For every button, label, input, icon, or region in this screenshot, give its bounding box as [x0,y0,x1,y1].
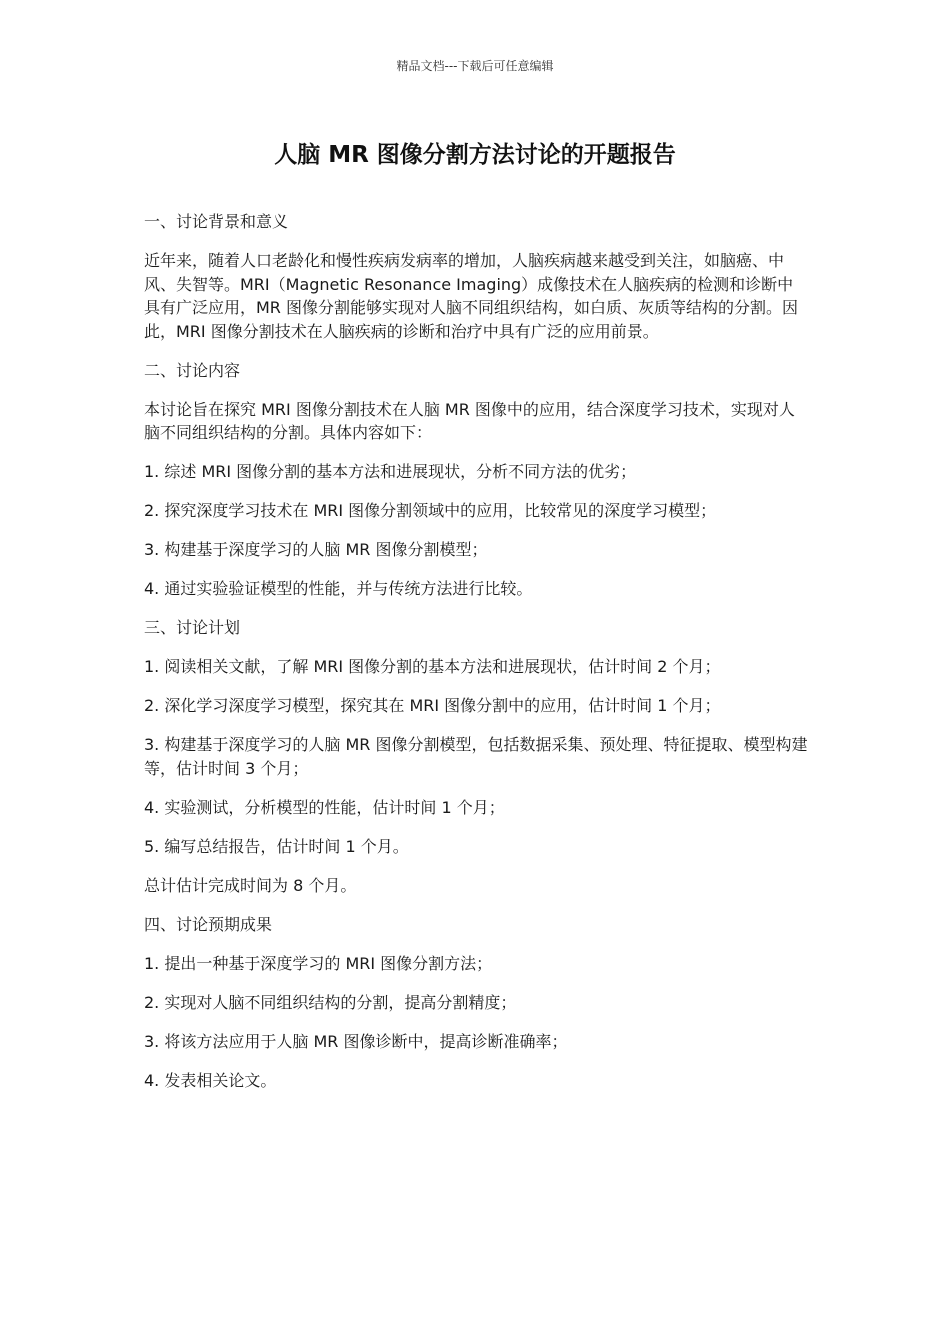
list-item: 3. 将该方法应用于人脑 MR 图像诊断中，提高诊断准确率； [144,1031,568,1051]
list-item: 2. 深化学习深度学习模型，探究其在 MRI 图像分割中的应用，估计时间 1 个月； [144,696,721,715]
section-heading-content: 二、讨论内容 [144,360,241,380]
paragraph-content-intro: 本讨论旨在探究 MRI 图像分割技术在人脑 MR 图像中的应用，结合深度学习技术，实现对人脑不同组织结构的分割。具体内容如下： [144,399,795,442]
header-note: 精品文档---下载后可任意编辑 [396,59,554,73]
list-item: 4. 通过实验验证模型的性能，并与传统方法进行比较。 [144,579,533,598]
list-item: 2. 实现对人脑不同组织结构的分割，提高分割精度； [144,992,517,1012]
list-item: 5. 编写总结报告，估计时间 1 个月。 [144,836,409,856]
list-item: 4. 实验测试，分析模型的性能，估计时间 1 个月； [144,797,505,817]
section-heading-plan: 三、讨论计划 [144,618,241,637]
list-item: 3. 构建基于深度学习的人脑 MR 图像分割模型； [144,540,488,559]
section-heading-outcomes: 四、讨论预期成果 [144,914,273,934]
document-title: 人脑 MR 图像分割方法讨论的开题报告 [274,142,676,168]
list-item: 4. 发表相关论文。 [144,1070,277,1090]
list-item: 1. 提出一种基于深度学习的 MRI 图像分割方法； [144,953,493,973]
list-item: 2. 探究深度学习技术在 MRI 图像分割领域中的应用，比较常见的深度学习模型； [144,501,717,520]
document-body [144,210,809,1108]
list-item: 1. 阅读相关文献，了解 MRI 图像分割的基本方法和进展现状，估计时间 2 个月； [144,657,721,676]
paragraph-background: 近年来，随着人口老龄化和慢性疾病发病率的增加，人脑疾病越来越受到关注，如脑癌、中风、失智等。MRI（Magnetic Resonance Imaging）成像技术在人脑疾病的检测和诊断中具有广泛应用，MR 图像分割能够实现对人脑不同组织结构，如白质、灰质等结构的分割。因此，MRI 图像分割技术在人脑疾病的诊断和治疗中具有广泛的应用前景。 [144,251,799,341]
paragraph-total-time: 总计估计完成时间为 8 个月。 [144,875,357,895]
section-heading-background: 一、讨论背景和意义 [144,212,289,231]
list-item: 1. 综述 MRI 图像分割的基本方法和进展现状，分析不同方法的优劣； [144,462,637,481]
list-item: 3. 构建基于深度学习的人脑 MR 图像分割模型，包括数据采集、预处理、特征提取、模型构建等，估计时间 3 个月； [144,735,808,778]
